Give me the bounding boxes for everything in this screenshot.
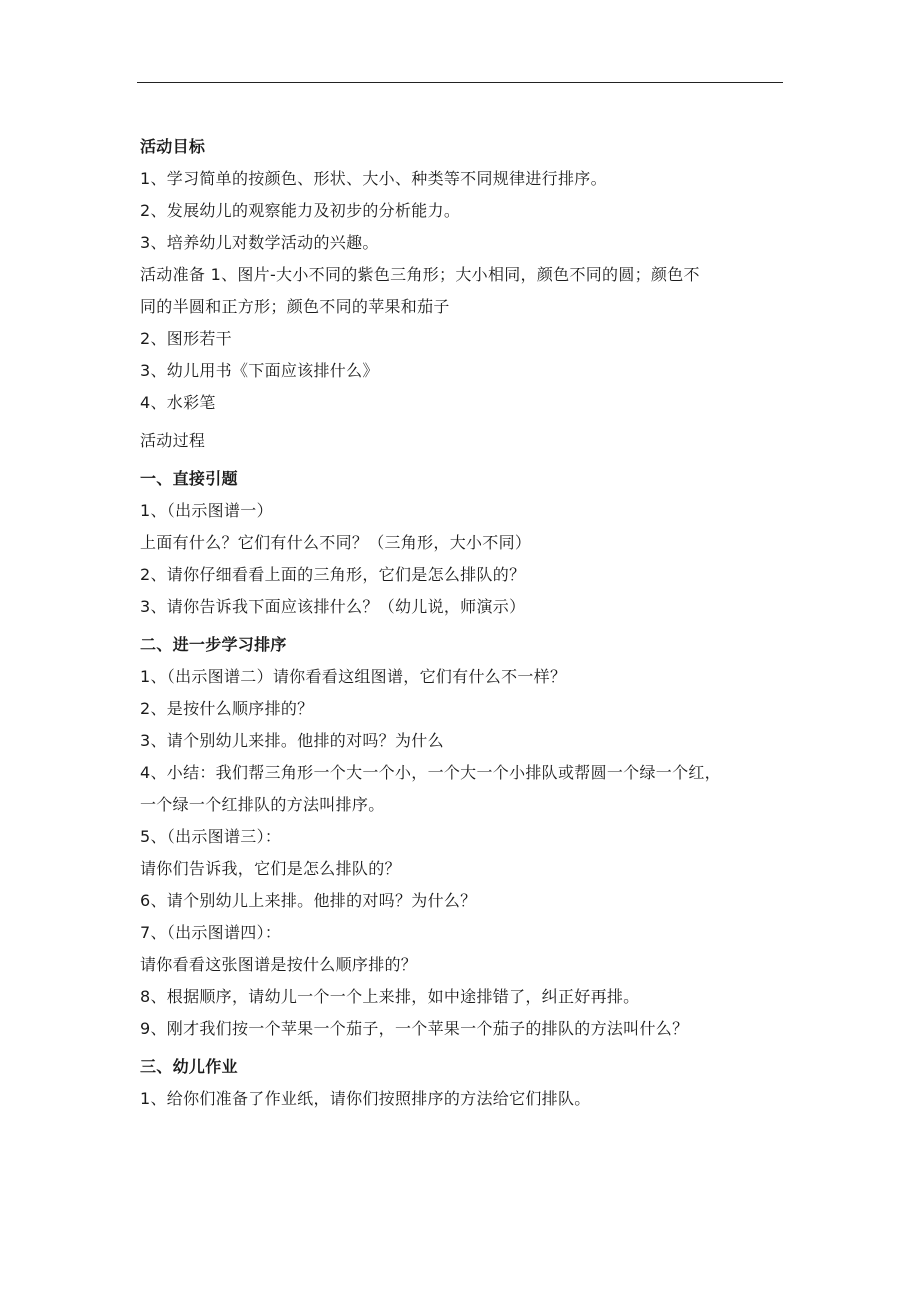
section-2-item: 7、（出示图谱四）： bbox=[140, 923, 282, 942]
section-3-heading: 三、幼儿作业 bbox=[140, 1057, 238, 1076]
section-2-heading: 二、进一步学习排序 bbox=[140, 635, 287, 654]
section-2-item: 请你们告诉我，它们是怎么排队的？ bbox=[140, 859, 401, 878]
process-heading: 活动过程 bbox=[140, 431, 206, 450]
preparation-line: 活动准备 1、图片-大小不同的紫色三角形；大小相同，颜色不同的圆；颜色不 bbox=[140, 265, 700, 284]
section-1-item: 1、（出示图谱一） bbox=[140, 501, 273, 520]
section-2-item: 2、是按什么顺序排的？ bbox=[140, 699, 314, 718]
preparation-line: 2、图形若干 bbox=[140, 329, 232, 348]
section-2-item: 9、刚才我们按一个苹果一个茄子，一个苹果一个茄子的排队的方法叫什么？ bbox=[140, 1019, 689, 1038]
goals-item: 2、发展幼儿的观察能力及初步的分析能力。 bbox=[140, 201, 461, 220]
goals-heading: 活动目标 bbox=[140, 137, 206, 156]
preparation-line: 4、水彩笔 bbox=[140, 393, 216, 412]
goals-item: 3、培养幼儿对数学活动的兴趣。 bbox=[140, 233, 379, 252]
section-3-item: 1、给你们准备了作业纸，请你们按照排序的方法给它们排队。 bbox=[140, 1089, 591, 1108]
section-2-item: 4、小结：我们帮三角形一个大一个小，一个大一个小排队或帮圆一个绿一个红， bbox=[140, 763, 721, 782]
section-2-item: 1、（出示图谱二）请你看看这组图谱，它们有什么不一样？ bbox=[140, 667, 567, 686]
section-1-item: 上面有什么？它们有什么不同？（三角形，大小不同） bbox=[140, 533, 532, 552]
section-2-item: 8、根据顺序，请幼儿一个一个上来排，如中途排错了，纠正好再排。 bbox=[140, 987, 640, 1006]
preparation-section bbox=[140, 259, 820, 419]
section-2-item: 一个绿一个红排队的方法叫排序。 bbox=[140, 795, 385, 814]
section-1-item: 3、请你告诉我下面应该排什么？（幼儿说，师演示） bbox=[140, 597, 526, 616]
preparation-line: 3、幼儿用书《下面应该排什么》 bbox=[140, 361, 379, 380]
section-2-item: 3、请个别幼儿来排。他排的对吗？为什么 bbox=[140, 731, 444, 750]
section-2-item: 5、（出示图谱三）： bbox=[140, 827, 282, 846]
section-2 bbox=[140, 629, 820, 1045]
section-1-heading: 一、直接引题 bbox=[140, 469, 238, 488]
section-2-item: 6、请个别幼儿上来排。他排的对吗？为什么？ bbox=[140, 891, 477, 910]
section-1 bbox=[140, 463, 820, 623]
section-1-item: 2、请你仔细看看上面的三角形，它们是怎么排队的？ bbox=[140, 565, 526, 584]
document-body bbox=[140, 131, 820, 1115]
header-rule bbox=[137, 82, 783, 83]
goals-section bbox=[140, 131, 820, 259]
section-3 bbox=[140, 1051, 820, 1115]
goals-item: 1、学习简单的按颜色、形状、大小、种类等不同规律进行排序。 bbox=[140, 169, 607, 188]
preparation-line: 同的半圆和正方形；颜色不同的苹果和茄子 bbox=[140, 297, 450, 316]
section-2-item: 请你看看这张图谱是按什么顺序排的？ bbox=[140, 955, 418, 974]
